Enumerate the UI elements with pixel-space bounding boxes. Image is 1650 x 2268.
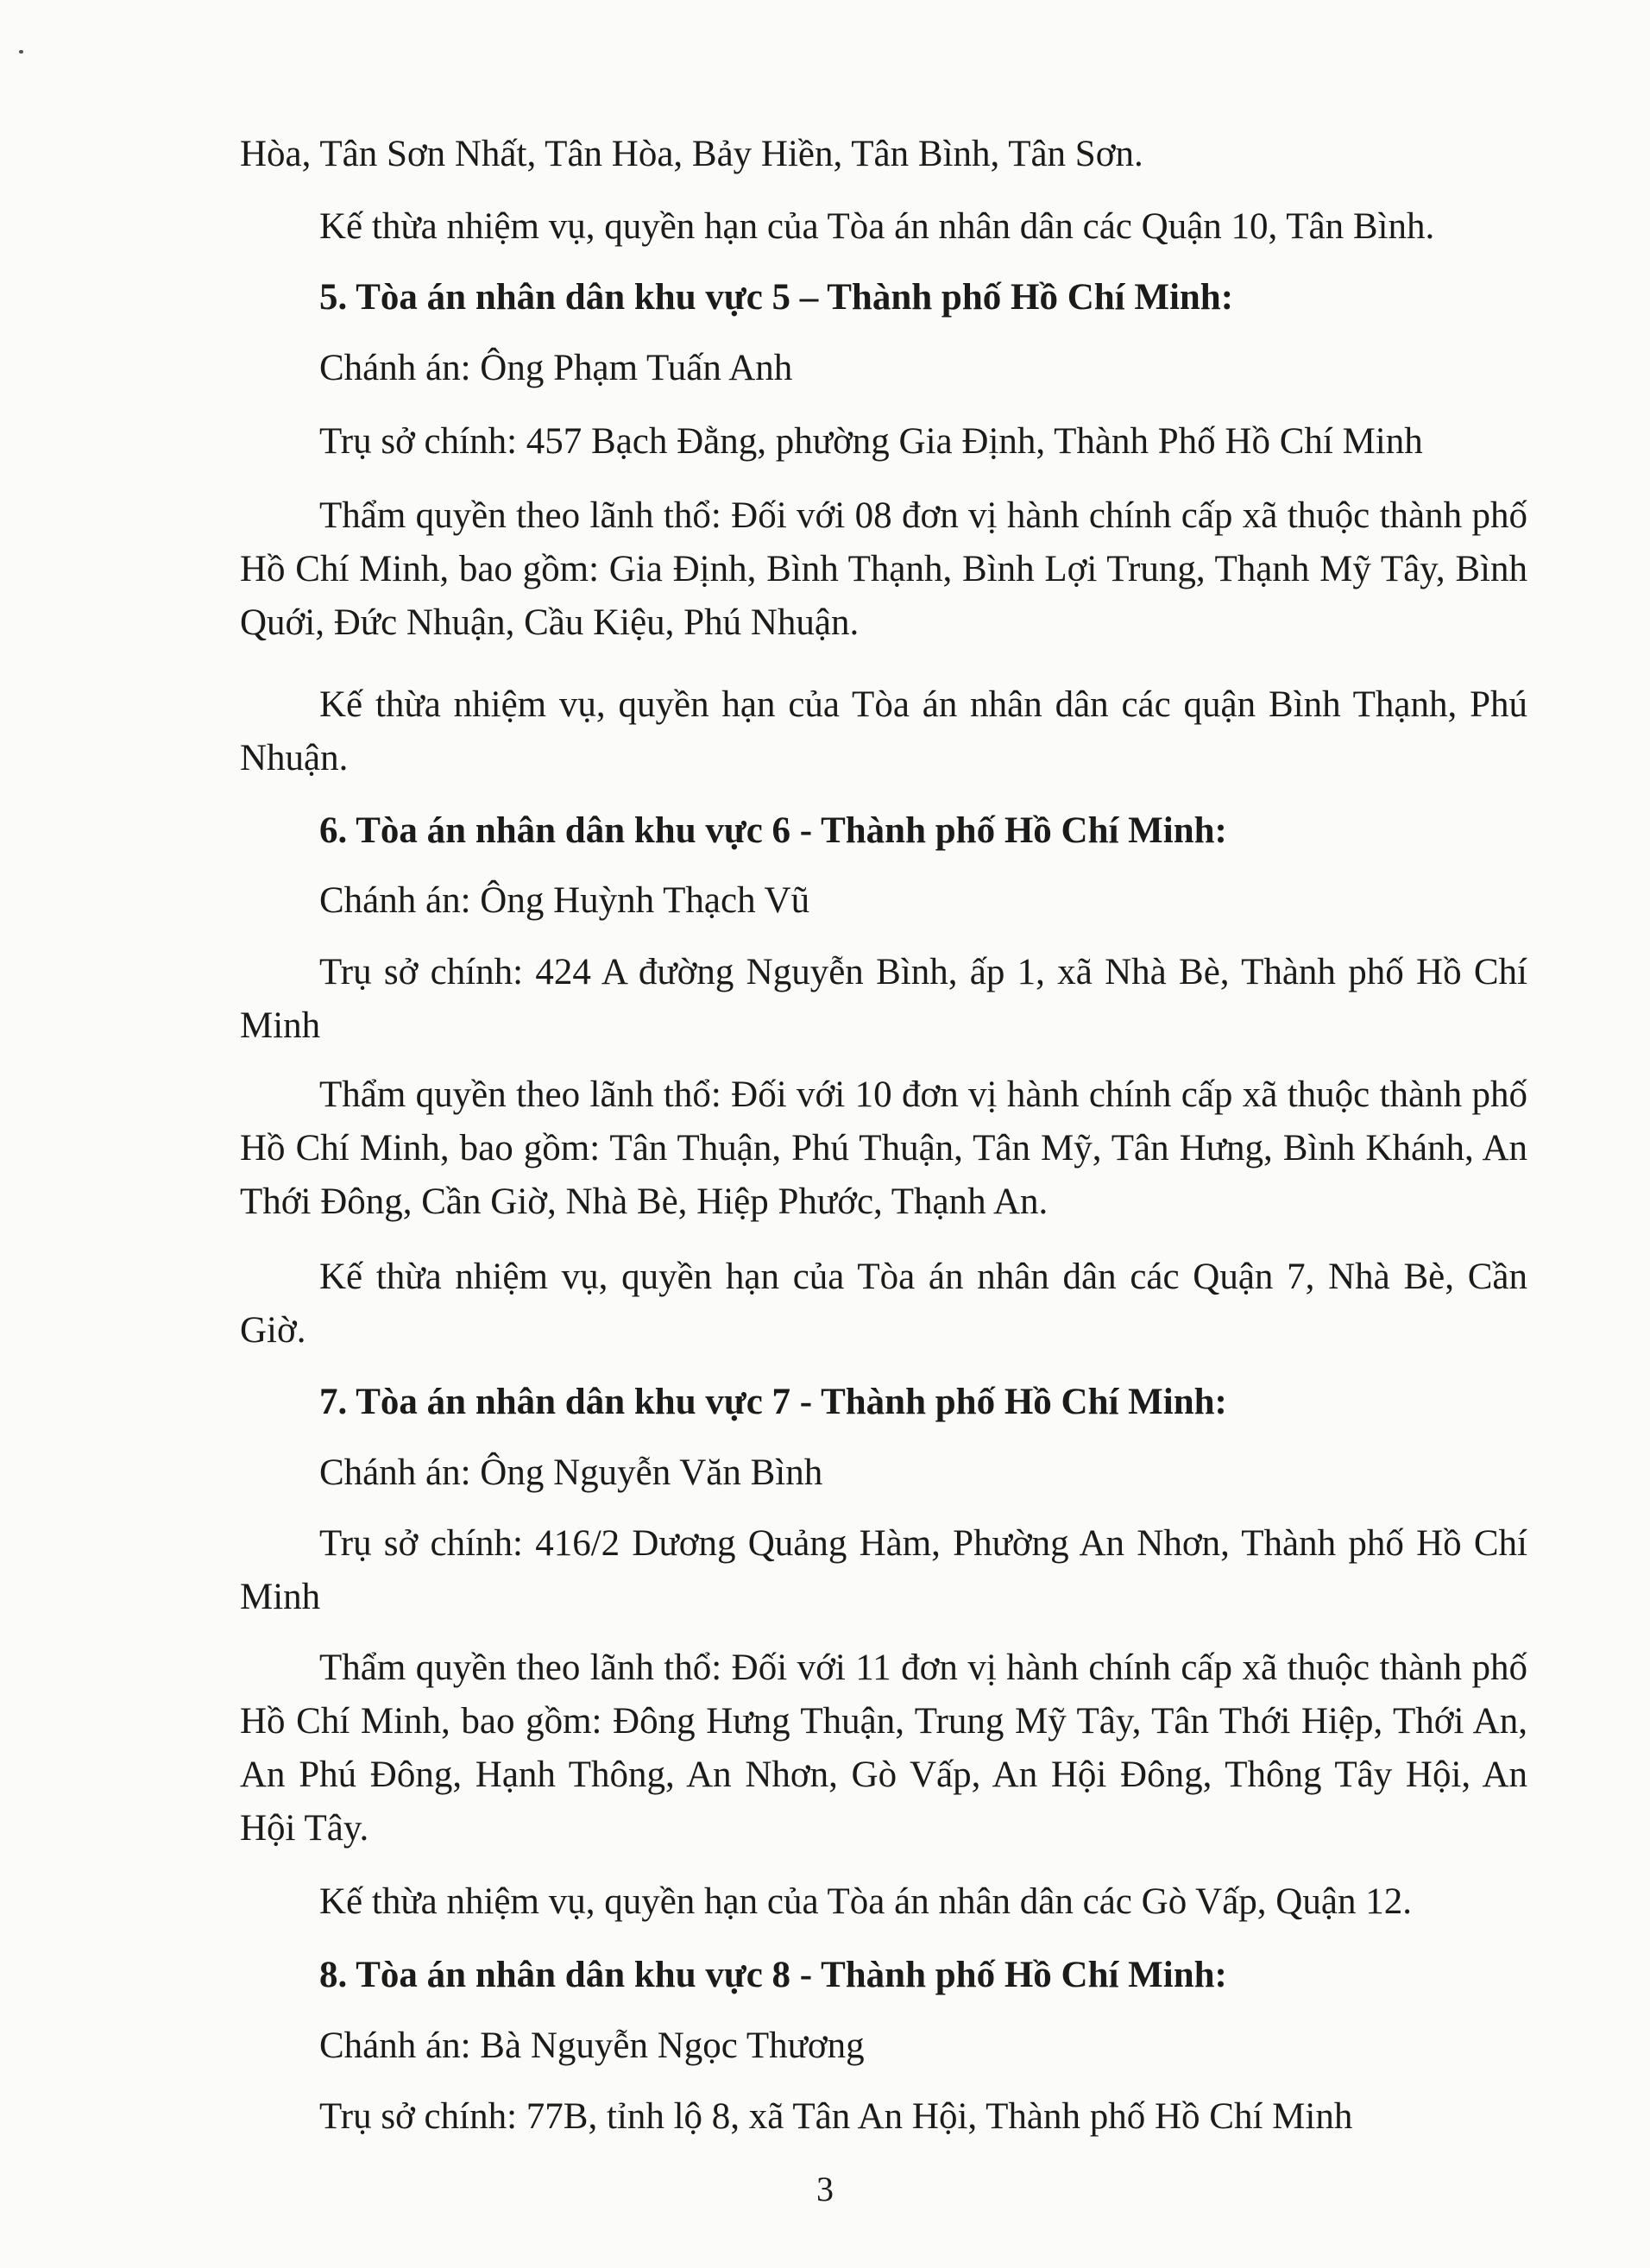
section-8-chief: Chánh án: Bà Nguyễn Ngọc Thương (319, 2025, 865, 2066)
section-8-heading: 8. Tòa án nhân dân khu vực 8 - Thành phố Hồ Chí Minh: (319, 1955, 1227, 1995)
section-8-office: Trụ sở chính: 77B, tỉnh lộ 8, xã Tân An Hội, Thành phố Hồ Chí Minh (319, 2096, 1353, 2137)
section-7-heading: 7. Tòa án nhân dân khu vực 7 - Thành phố Hồ Chí Minh: (319, 1382, 1227, 1422)
section-5-heading: 5. Tòa án nhân dân khu vực 5 – Thành phố Hồ Chí Minh: (319, 277, 1234, 318)
section-6-chief: Chánh án: Ông Huỳnh Thạch Vũ (319, 880, 810, 921)
section-7-chief: Chánh án: Ông Nguyễn Văn Bình (319, 1452, 823, 1493)
section-6-inherit: Kế thừa nhiệm vụ, quyền hạn của Tòa án nhân dân các Quận 7, Nhà Bè, Cần Giờ. (240, 1257, 1527, 1351)
section-7-inherit: Kế thừa nhiệm vụ, quyền hạn của Tòa án nhân dân các Gò Vấp, Quận 12. (319, 1881, 1412, 1922)
scan-speck (19, 50, 23, 54)
section-5-chief: Chánh án: Ông Phạm Tuấn Anh (319, 348, 793, 388)
page-number: 3 (816, 2170, 834, 2208)
section-6-office: Trụ sở chính: 424 A đường Nguyễn Bình, ấp 1, xã Nhà Bè, Thành phố Hồ Chí Minh (240, 952, 1527, 1046)
continuation-inherit: Kế thừa nhiệm vụ, quyền hạn của Tòa án nhân dân các Quận 10, Tân Bình. (319, 206, 1435, 247)
section-6-heading: 6. Tòa án nhân dân khu vực 6 - Thành phố Hồ Chí Minh: (319, 810, 1227, 851)
continuation-line: Hòa, Tân Sơn Nhất, Tân Hòa, Bảy Hiền, Tân Bình, Tân Sơn. (240, 134, 1143, 174)
section-5-office: Trụ sở chính: 457 Bạch Đằng, phường Gia Định, Thành Phố Hồ Chí Minh (319, 421, 1423, 462)
section-7-office: Trụ sở chính: 416/2 Dương Quảng Hàm, Phường An Nhơn, Thành phố Hồ Chí Minh (240, 1523, 1527, 1617)
section-5-inherit: Kế thừa nhiệm vụ, quyền hạn của Tòa án nhân dân các quận Bình Thạnh, Phú Nhuận. (240, 684, 1527, 778)
section-7-jurisdiction: Thẩm quyền theo lãnh thổ: Đối với 11 đơn vị hành chính cấp xã thuộc thành phố Hồ Chí Minh, bao gồm: Đông Hưng Thuận, Trung Mỹ Tây, Tân Thới Hiệp, Thới An, An Phú Đông, Hạnh Thông, An Nhơn, Gò Vấp, An Hội Đông, Thông Tây Hội, An Hội Tây. (240, 1647, 1527, 1849)
section-5-jurisdiction: Thẩm quyền theo lãnh thổ: Đối với 08 đơn vị hành chính cấp xã thuộc thành phố Hồ Chí Minh, bao gồm: Gia Định, Bình Thạnh, Bình Lợi Trung, Thạnh Mỹ Tây, Bình Quới, Đức Nhuận, Cầu Kiệu, Phú Nhuận. (240, 495, 1527, 643)
section-6-jurisdiction: Thẩm quyền theo lãnh thổ: Đối với 10 đơn vị hành chính cấp xã thuộc thành phố Hồ Chí Minh, bao gồm: Tân Thuận, Phú Thuận, Tân Mỹ, Tân Hưng, Bình Khánh, An Thới Đông, Cần Giờ, Nhà Bè, Hiệp Phước, Thạnh An. (240, 1074, 1527, 1222)
